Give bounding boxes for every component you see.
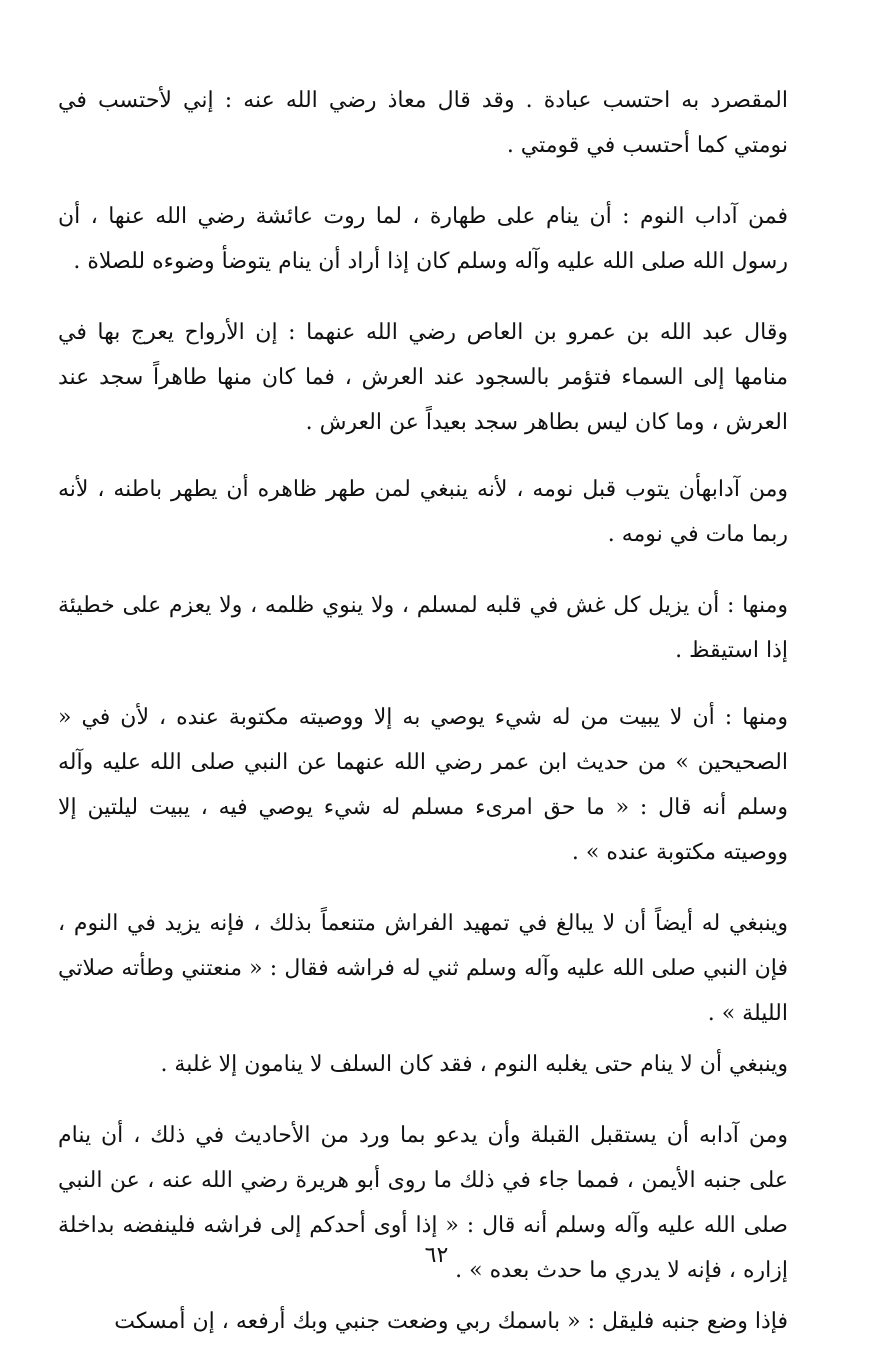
page-body: [58, 78, 788, 1344]
paragraph-4: ومن آدابهأن يتوب قبل نومه ، لأنه ينبغي لمن طهر ظاهره أن يطهر باطنه ، لأنه ربما مات في نومه .: [58, 477, 788, 547]
paragraph-7: وينبغي له أيضاً أن لا يبالغ في تمهيد الفراش متنعماً بذلك ، فإنه يزيد في النوم ، فإن النبي صلى الله عليه وآله وسلم ثني له فراشه فقال : « منعتني وطأته صلاتي الليلة » .: [58, 911, 788, 1026]
paragraph-2: فمن آداب النوم : أن ينام على طهارة ، لما روت عائشة رضي الله عنها ، أن رسول الله صلى الله عليه وآله وسلم كان إذا أراد أن ينام يتوضأ وضوءه للصلاة .: [58, 204, 788, 274]
paragraph-3: وقال عبد الله بن عمرو بن العاص رضي الله عنهما : إن الأرواح يعرج بها في منامها إلى السماء فتؤمر بالسجود عند العرش ، فما كان منها طاهراً سجد عند العرش ، وما كان ليس بطاهر سجد بعيداً عن العرش .: [58, 320, 788, 435]
paragraph-8: وينبغي أن لا ينام حتى يغلبه النوم ، فقد كان السلف لا ينامون إلا غلبة .: [160, 1052, 788, 1077]
paragraph-9: ومن آدابه أن يستقبل القبلة وأن يدعو بما ورد من الأحاديث في ذلك ، أن ينام على جنبه الأيمن ، فمما جاء في ذلك ما روى أبو هريرة رضي الله عنه ، عن النبي صلى الله عليه وآله وسلم أنه قال : « إذا أوى أحدكم إلى فراشه فلينفضه بداخلة إزاره ، فإنه لا يدري ما حدث بعده » .: [58, 1123, 788, 1283]
paragraph-6: ومنها : أن لا يبيت من له شيء يوصي به إلا ووصيته مكتوبة عنده ، لأن في « الصحيحين » من حديث ابن عمر رضي الله عنهما عن النبي صلى الله عليه وآله وسلم أنه قال : « ما حق امرىء مسلم له شيء يوصي فيه ، يبيت ليلتين إلا ووصيته مكتوبة عنده » .: [58, 705, 788, 865]
page-number: ٦٢: [424, 1243, 449, 1268]
paragraph-10: فإذا وضع جنبه فليقل : « باسمك ربي وضعت جنبي وبك أرفعه ، إن أمسكت: [114, 1309, 788, 1334]
paragraph-5: ومنها : أن يزيل كل غش في قلبه لمسلم ، ولا ينوي ظلمه ، ولا يعزم على خطيئة إذا استيقظ .: [58, 593, 788, 663]
paragraph-1: المقصرد به احتسب عبادة . وقد قال معاذ رضي الله عنه : إني لأحتسب في نومتي كما أحتسب في قومتي .: [58, 88, 788, 158]
